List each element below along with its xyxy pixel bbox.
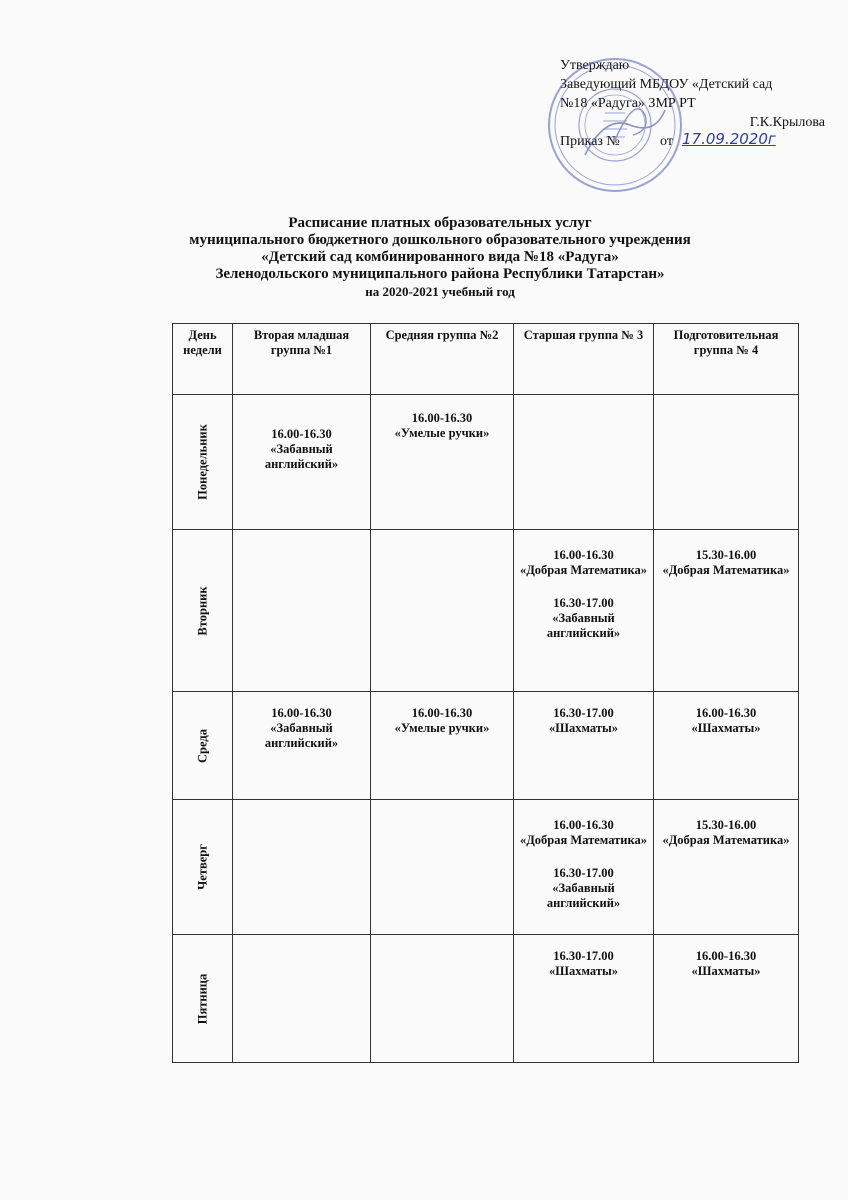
table-cell [654,692,799,800]
approval-heading: Утверждаю [560,58,630,73]
table-cell [514,935,654,1063]
slot-name: «Шахматы» [691,964,761,978]
title-line-5: на 2020-2021 учебный год [365,284,515,299]
slot-time: 16.00-16.30 [553,548,614,562]
document-title [140,215,740,300]
slot-time: 16.30-17.00 [553,949,614,963]
slot-time: 16.00-16.30 [271,427,332,441]
header-group-1: Вторая младшая группа №1 [233,324,371,395]
table-cell [371,935,514,1063]
table-cell [514,800,654,935]
slot-time: 16.00-16.30 [411,411,473,425]
slot-time: 16.30-17.00 [553,706,614,720]
table-row [173,800,799,935]
table-cell [654,935,799,1063]
slot-time: 16.00-16.30 [695,949,757,963]
table-cell [371,692,514,800]
title-line-2: муниципального бюджетного дошкольного образовательного учреждения [189,232,691,248]
slot-name: «Добрая Математика» [662,563,790,577]
day-label: Вторник [195,585,209,636]
table-cell [233,395,371,530]
table-cell [233,800,371,935]
table-cell [233,692,371,800]
slot-time: 16.00-16.30 [271,706,332,720]
slot-time: 16.00-16.30 [553,818,614,832]
slot-name: «Шахматы» [549,721,618,735]
slot-name: «Умелые ручки» [394,426,490,440]
table-row [173,530,799,692]
order-date: 17.09.2020г [682,130,776,148]
table-cell [654,800,799,935]
title-line-3: «Детский сад комбинированного вида №18 «Радуга» [261,249,619,265]
order-label: Приказ № [560,134,620,149]
table-row [173,692,799,800]
slot-name: «Забавный английский» [264,442,339,471]
approval-block [560,56,845,151]
table-row [173,395,799,530]
day-label: Пятница [195,973,209,1024]
table-cell [654,530,799,692]
day-cell [173,530,233,692]
slot-name: «Шахматы» [549,964,618,978]
title-line-1: Расписание платных образовательных услуг [288,215,592,231]
table-cell [514,530,654,692]
table-cell [233,935,371,1063]
slot-name: «Умелые ручки» [394,721,490,735]
order-line [560,132,845,151]
approval-position-line2: №18 «Радуга» ЗМР РТ [560,96,696,111]
header-group-2: Средняя группа №2 [371,324,514,395]
day-cell [173,395,233,530]
slot-name: «Добрая Математика» [519,563,648,577]
approval-position-line1: Заведующий МБДОУ «Детский сад [560,77,773,92]
table-cell [371,530,514,692]
day-label: Четверг [195,844,209,890]
slot-time: 16.00-16.30 [411,706,473,720]
slot-time: 16.00-16.30 [695,706,757,720]
slot-name: «Добрая Математика» [662,833,790,847]
slot-name: «Добрая Математика» [519,833,648,847]
header-group-3: Старшая группа № 3 [514,324,654,395]
slot-time: 15.30-16.00 [695,548,757,562]
slot-name: «Забавный английский» [546,611,621,640]
table-cell [514,692,654,800]
title-line-4: Зеленодольского муниципального района Республики Татарстан» [215,266,665,282]
order-from-label: от [660,134,673,149]
day-label: Понедельник [195,424,209,500]
day-cell [173,800,233,935]
table-row [173,935,799,1063]
slot-name: «Забавный английский» [546,881,621,910]
table-cell [371,800,514,935]
table-cell [233,530,371,692]
slot-time: 15.30-16.00 [695,818,757,832]
schedule-table [172,323,799,1063]
table-cell [654,395,799,530]
header-day: День недели [173,324,233,395]
header-group-4: Подготовительная группа № 4 [654,324,799,395]
slot-name: «Шахматы» [691,721,761,735]
signer-name: Г.К.Крылова [749,115,825,130]
slot-time: 16.30-17.00 [553,596,614,610]
day-label: Среда [195,728,209,763]
slot-time: 16.30-17.00 [553,866,614,880]
header-row [173,324,799,395]
day-cell [173,692,233,800]
table-cell [371,395,514,530]
table-cell [514,395,654,530]
slot-name: «Забавный английский» [264,721,339,750]
day-cell [173,935,233,1063]
